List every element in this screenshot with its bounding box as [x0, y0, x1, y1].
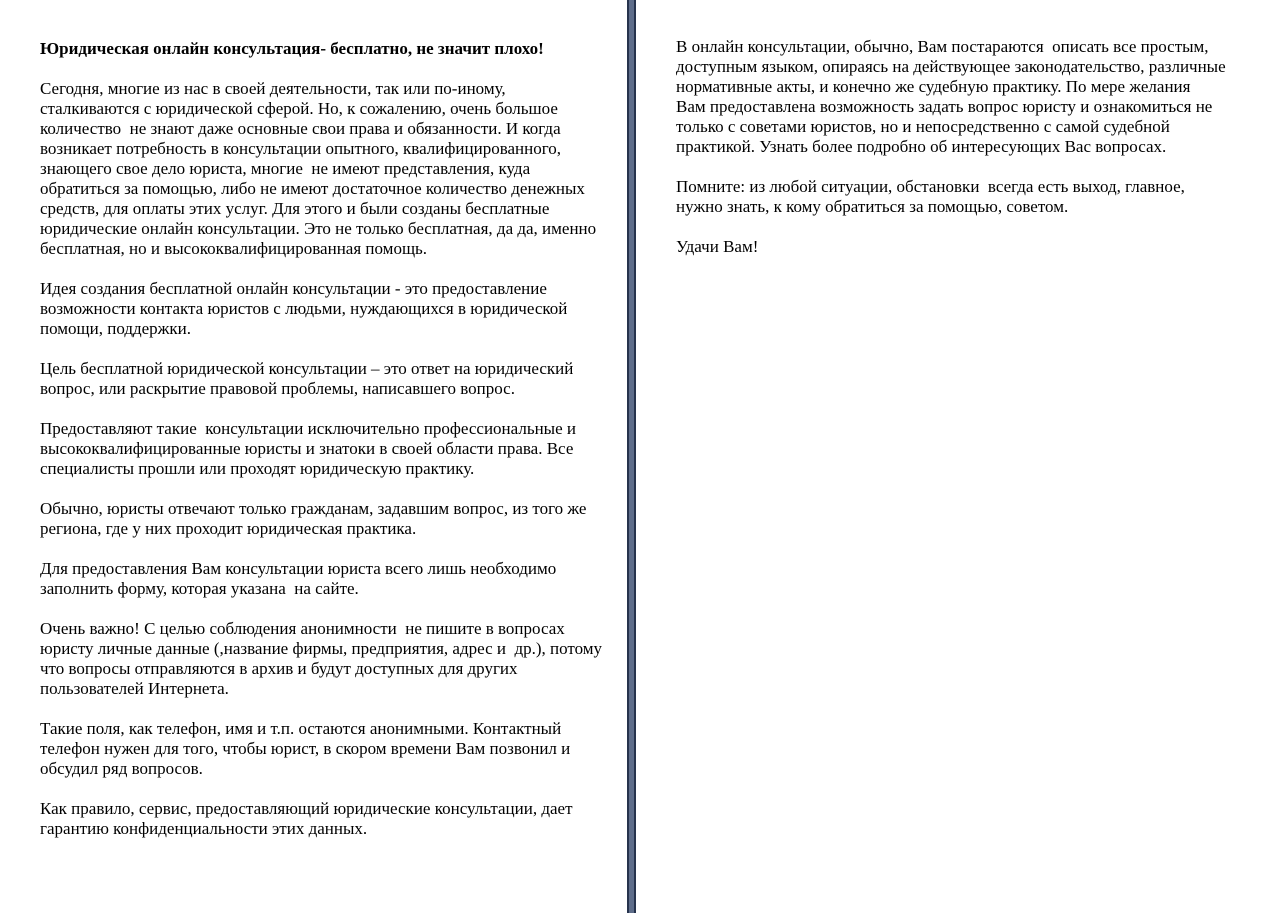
left-paragraph-5: Обычно, юристы отвечают только гражданам, задавшим вопрос, из того же региона, где у них проходит юридическая практика. — [40, 499, 591, 538]
pane-splitter[interactable] — [627, 0, 636, 913]
left-pane — [40, 0, 607, 913]
left-paragraph-7: Очень важно! С целью соблюдения анонимности не пишите в вопросах юристу личные данные (,название фирмы, предприятия, адрес и др.), потому что вопросы отправляются в архив и будут доступных для других пользователей Интернета. — [40, 619, 607, 698]
left-paragraph-8: Такие поля, как телефон, имя и т.п. остаются анонимными. Контактный телефон нужен для того, чтобы юрист, в скором времени Вам позвонил и обсудил ряд вопросов. — [40, 719, 575, 778]
right-paragraph-3: Удачи Вам! — [676, 237, 759, 256]
left-paragraph-9: Как правило, сервис, предоставляющий юридические консультации, дает гарантию конфиденциальности этих данных. — [40, 799, 577, 838]
article-title: Юридическая онлайн консультация- бесплатно, не значит плохо! — [40, 39, 544, 58]
left-paragraph-4: Предоставляют такие консультации исключительно профессиональные и высококвалифицированные юристы и знатоки в своей области права. Все специалисты прошли или проходят юридическую практику. — [40, 419, 581, 478]
right-paragraph-1: В онлайн консультации, обычно, Вам постараются описать все простым, доступным языком, опираясь на действующее законодательство, различные нормативные акты, и конечно же судебную практику. По мере желания Вам предоставлена возможность задать вопрос юристу и ознакомиться не только с советами юристов, но и непосредственно с самой судебной практикой. Узнать более подробно об интересующих Вас вопросах. — [676, 37, 1230, 156]
right-paragraph-2: Помните: из любой ситуации, обстановки всегда есть выход, главное, нужно знать, к кому обратиться за помощью, советом. — [676, 177, 1190, 216]
right-pane — [676, 0, 1228, 913]
left-paragraph-6: Для предоставления Вам консультации юриста всего лишь необходимо заполнить форму, которая указана на сайте. — [40, 559, 561, 598]
left-paragraph-1: Сегодня, многие из нас в своей деятельности, так или по-иному, сталкиваются с юридической сферой. Но, к сожалению, очень большое количество не знают даже основные свои права и обязанности. И когда возникает потребность в консультации опытного, квалифицированного, знающего свое дело юриста, многие не имеют представления, куда обратиться за помощью, либо не имеют достаточное количество денежных средств, для оплаты этих услуг. Для этого и были созданы бесплатные юридические онлайн консультации. Это не только бесплатная, да да, именно бесплатная, но и высококвалифицированная помощь. — [40, 79, 601, 258]
left-paragraph-3: Цель бесплатной юридической консультации – это ответ на юридический вопрос, или раскрытие правовой проблемы, написавшего вопрос. — [40, 359, 578, 398]
left-paragraph-2: Идея создания бесплатной онлайн консультации - это предоставление возможности контакта юристов с людьми, нуждающихся в юридической помощи, поддержки. — [40, 279, 572, 338]
